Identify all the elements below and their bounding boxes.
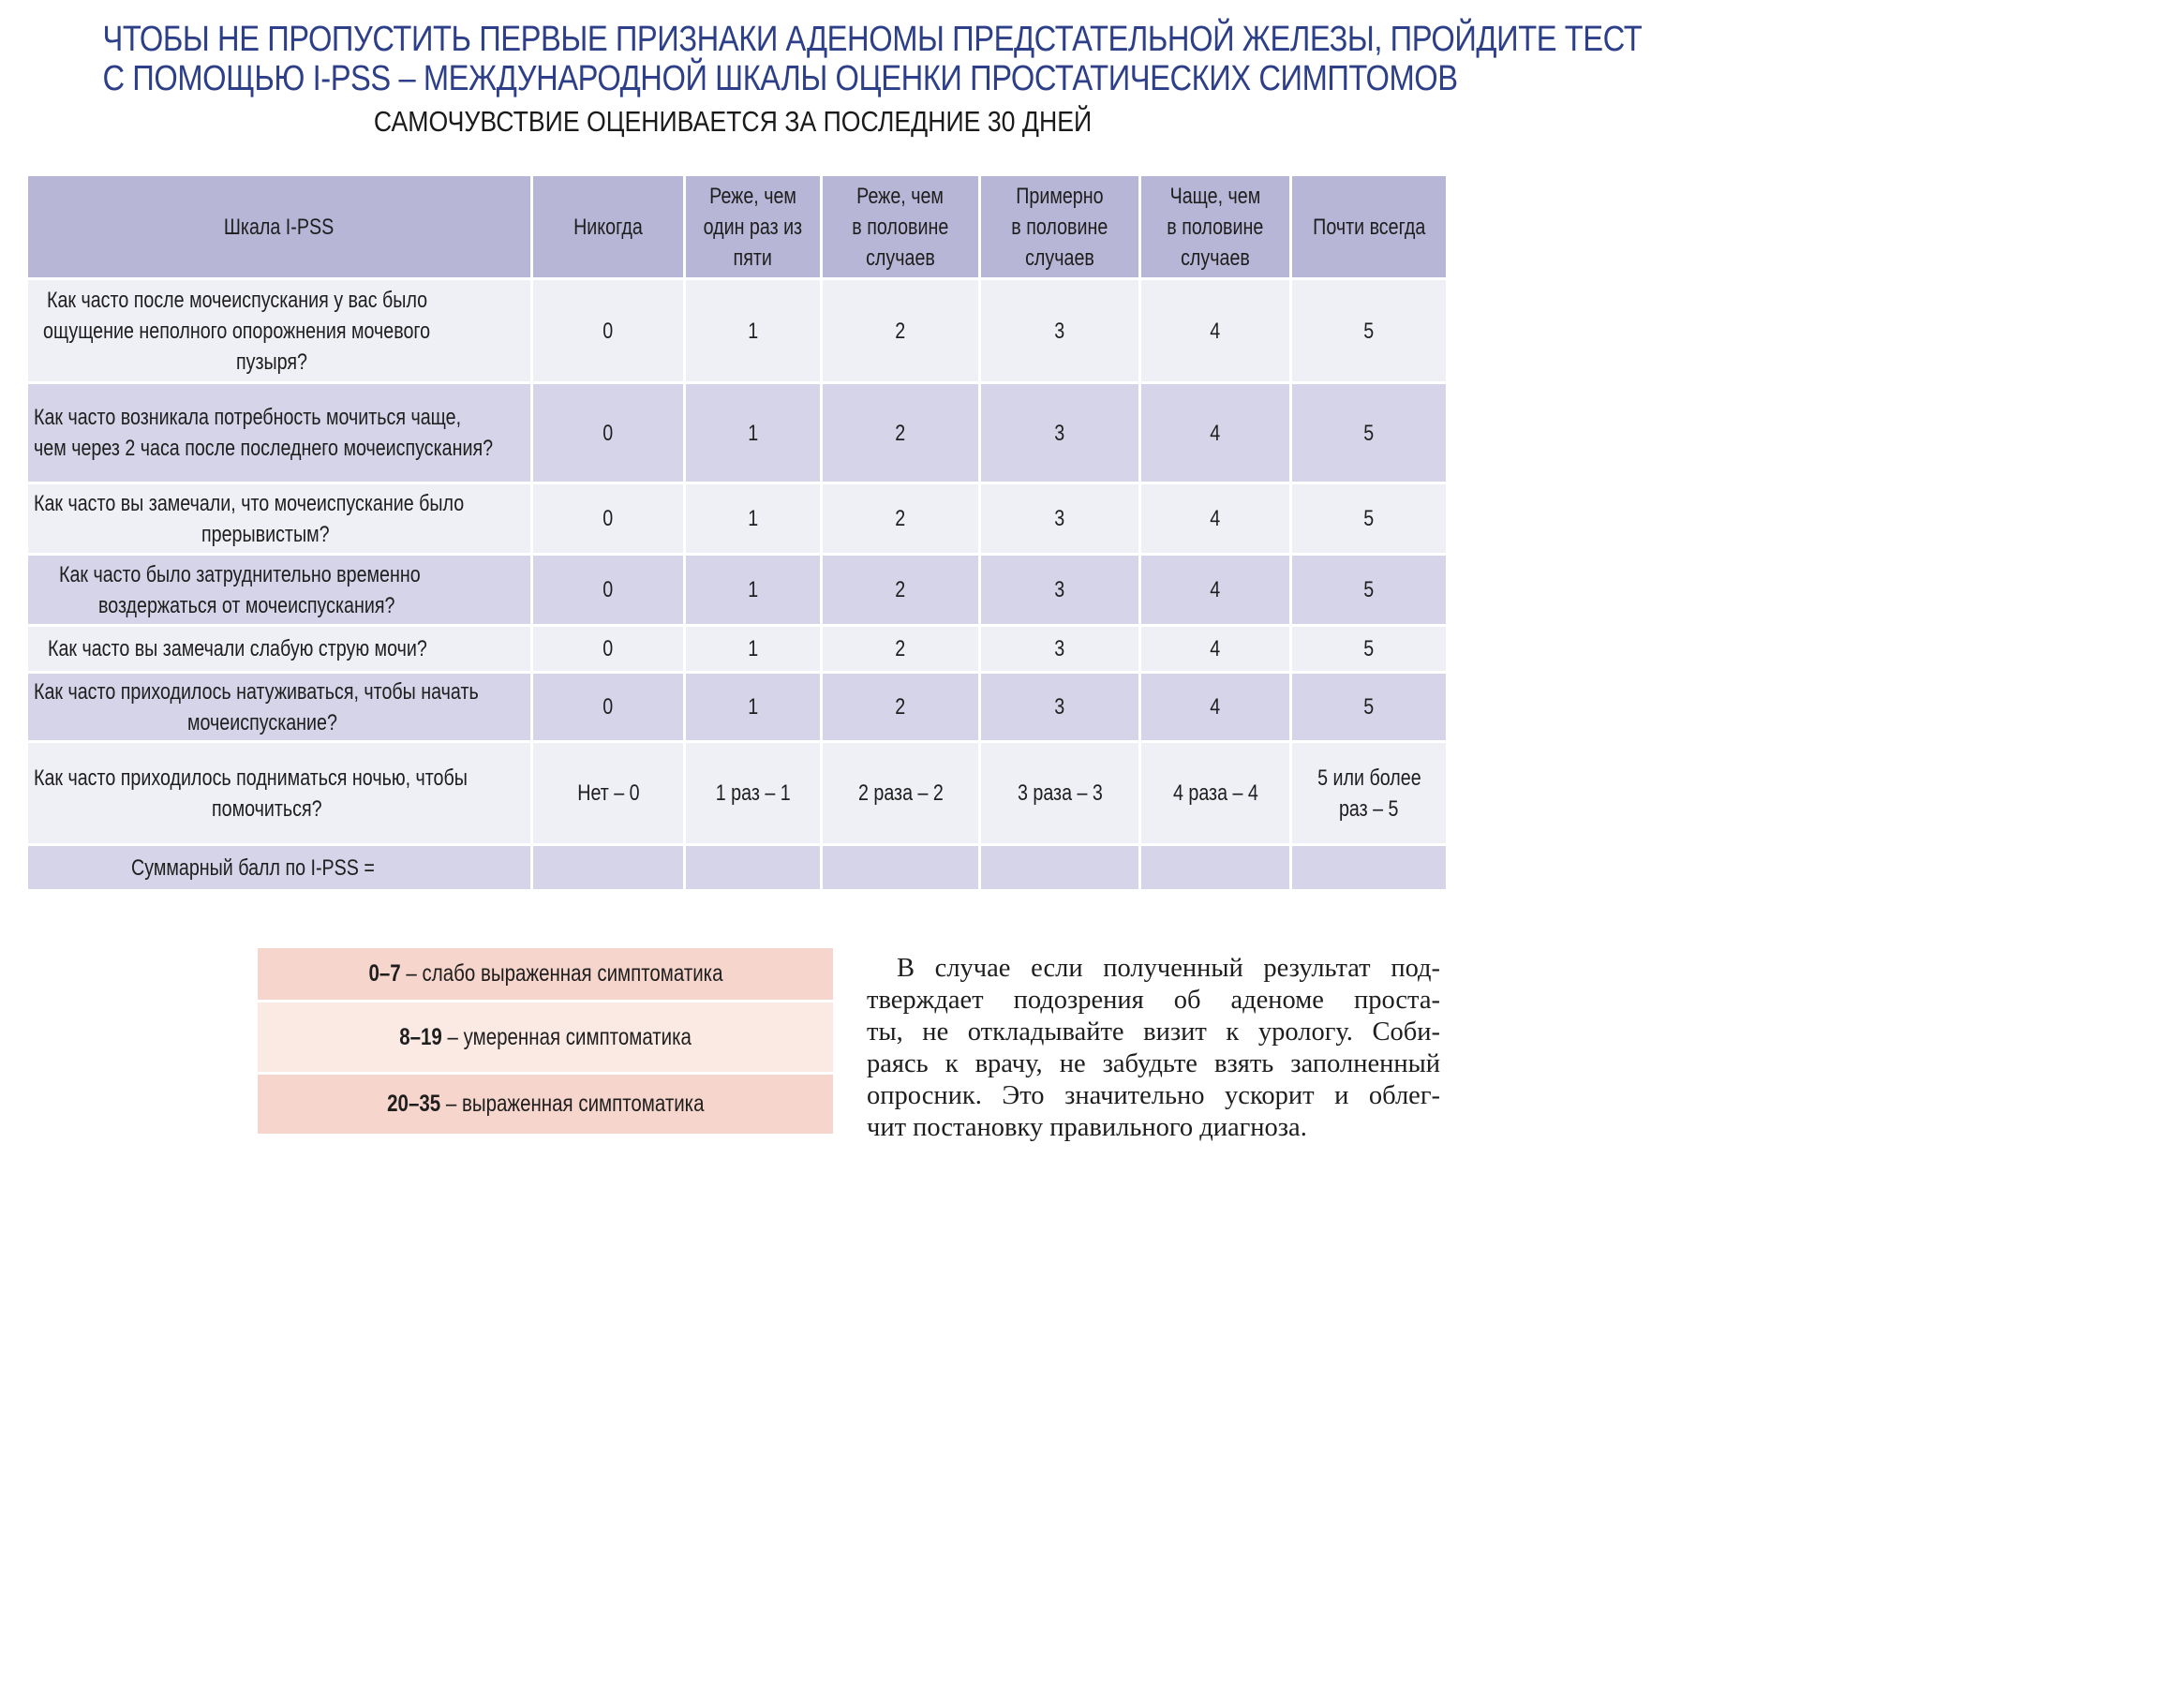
score-value: 2	[895, 577, 906, 602]
note-line: ты, не откладывайте визит к урологу. Соби-	[867, 1017, 1440, 1047]
question-cell	[28, 556, 530, 624]
score-value: 5	[1363, 694, 1375, 720]
score-cell	[1292, 484, 1446, 553]
score-cell	[1292, 627, 1446, 671]
score-cell	[686, 674, 820, 740]
score-value: 3	[1054, 577, 1065, 602]
column-header-line: Реже, чем	[856, 183, 945, 209]
score-value: 3	[1054, 636, 1065, 661]
score-value: 1	[748, 506, 758, 531]
page-title-line-2: С ПОМОЩЬЮ I-PSS – МЕЖДУНАРОДНОЙ ШКАЛЫ ОЦЕНКИ ПРОСТАТИЧЕСКИХ СИМПТОМОВ	[102, 59, 1458, 98]
column-header-line: случаев	[866, 245, 935, 271]
question-cell	[28, 280, 530, 381]
total-score-label-text: Суммарный балл по I-PSS =	[130, 854, 375, 881]
question-line: помочиться?	[212, 795, 322, 822]
score-cell	[1141, 280, 1289, 381]
score-value: 0	[602, 420, 614, 446]
score-value: раз – 5	[1339, 795, 1399, 822]
total-score-cell	[1292, 846, 1446, 889]
question-line: прерывистым?	[201, 521, 330, 547]
column-header-line: в половине	[1167, 214, 1264, 240]
column-header	[1141, 176, 1289, 277]
score-cell	[823, 384, 978, 482]
score-value: 2	[895, 318, 906, 344]
score-value: 3 раза – 3	[1017, 780, 1103, 806]
table-row	[28, 556, 1446, 624]
legend-text: – умеренная симптоматика	[441, 1023, 692, 1050]
score-value: 4	[1210, 694, 1221, 720]
score-value: 2	[895, 694, 906, 720]
score-cell	[981, 484, 1138, 553]
column-header	[533, 176, 683, 277]
score-cell	[1141, 484, 1289, 553]
score-value: 0	[602, 694, 614, 720]
column-header-line: один раз из	[703, 214, 803, 240]
total-score-cell	[823, 846, 978, 889]
table-row	[28, 674, 1446, 740]
question-line: Как часто приходилось натуживаться, чтобы начать	[34, 678, 479, 705]
score-cell	[1292, 280, 1446, 381]
score-value: 5	[1363, 636, 1375, 661]
legend-range: 8–19	[399, 1023, 442, 1050]
score-value: 1 раз – 1	[715, 780, 791, 806]
legend-text: – слабо выраженная симптоматика	[400, 960, 722, 987]
table-row	[28, 280, 1446, 381]
page-title-line-1: ЧТОБЫ НЕ ПРОПУСТИТЬ ПЕРВЫЕ ПРИЗНАКИ АДЕНОМЫ ПРЕДСТАТЕЛЬНОЙ ЖЕЛЕЗЫ, ПРОЙДИТЕ ТЕСТ	[102, 20, 1643, 59]
score-cell	[981, 743, 1138, 843]
score-cell	[823, 280, 978, 381]
score-cell	[1141, 384, 1289, 482]
score-cell	[686, 280, 820, 381]
question-cell	[28, 484, 530, 553]
score-value: 0	[602, 318, 614, 344]
column-header	[686, 176, 820, 277]
column-header	[1292, 176, 1446, 277]
question-line: Как часто вы замечали, что мочеиспускание было	[34, 490, 465, 516]
score-value: 1	[748, 318, 758, 344]
score-value: 4	[1210, 577, 1221, 602]
advice-note	[867, 953, 1440, 1144]
score-value: 5	[1363, 318, 1375, 344]
score-cell	[823, 743, 978, 843]
score-cell	[686, 743, 820, 843]
legend-item-mild	[258, 948, 833, 1000]
score-value: 3	[1054, 318, 1065, 344]
note-line: раясь к врачу, не забудьте взять заполненный	[867, 1049, 1440, 1078]
question-line: Как часто было затруднительно временно	[58, 561, 421, 587]
total-score-label	[28, 846, 530, 889]
column-header	[28, 176, 530, 277]
score-value: 4	[1210, 318, 1221, 344]
score-value: Нет – 0	[576, 780, 640, 806]
score-cell	[533, 627, 683, 671]
table-row	[28, 743, 1446, 843]
note-line: опросник. Это значительно ускорит и облег-	[867, 1081, 1440, 1110]
score-cell	[686, 627, 820, 671]
score-cell	[1141, 743, 1289, 843]
question-line: мочеиспускание?	[187, 709, 338, 735]
column-header-line: Реже, чем	[709, 183, 796, 209]
page-subtitle: САМОЧУВСТВИЕ ОЦЕНИВАЕТСЯ ЗА ПОСЛЕДНИЕ 30 ДНЕЙ	[373, 105, 1093, 138]
score-value: 1	[748, 694, 758, 720]
question-line: воздержаться от мочеиспускания?	[98, 592, 395, 618]
total-score-cell	[533, 846, 683, 889]
score-value: 5	[1363, 577, 1375, 602]
score-value: 3	[1054, 420, 1065, 446]
score-value: 3	[1054, 694, 1065, 720]
note-line: тверждает подозрения об аденоме проста-	[867, 986, 1440, 1015]
score-value: 0	[602, 577, 614, 602]
question-line: Как часто после мочеиспускания у вас было	[47, 287, 428, 313]
table-header-row	[28, 176, 1446, 277]
score-value: 4	[1210, 506, 1221, 531]
column-header-line: пяти	[733, 245, 773, 271]
question-line: чем через 2 часа после последнего мочеиспускания?	[34, 436, 494, 461]
table-row	[28, 627, 1446, 671]
score-cell	[981, 627, 1138, 671]
column-header-line: в половине	[852, 214, 949, 240]
score-cell	[1141, 556, 1289, 624]
legend-range: 0–7	[367, 960, 401, 987]
question-line: Как часто вы замечали слабую струю мочи?	[48, 636, 427, 661]
column-header-line: случаев	[1181, 245, 1250, 271]
score-cell	[981, 674, 1138, 740]
score-cell	[686, 484, 820, 553]
score-legend	[258, 948, 833, 1136]
score-value: 2	[895, 506, 906, 531]
column-header-line: Чаще, чем	[1169, 183, 1261, 209]
question-line: пузыря?	[235, 349, 307, 375]
score-cell	[981, 384, 1138, 482]
table-row	[28, 384, 1446, 482]
score-cell	[823, 556, 978, 624]
score-cell	[823, 627, 978, 671]
score-cell	[686, 556, 820, 624]
column-header	[981, 176, 1138, 277]
score-value: 4 раза – 4	[1172, 780, 1258, 806]
column-header-line: случаев	[1025, 245, 1094, 271]
total-score-cell	[1141, 846, 1289, 889]
score-cell	[1141, 627, 1289, 671]
score-value: 5	[1363, 420, 1375, 446]
column-header	[823, 176, 978, 277]
score-value: 4	[1210, 420, 1221, 446]
column-header-line: Шкала I-PSS	[224, 214, 335, 240]
score-value: 0	[602, 506, 614, 531]
total-score-cell	[686, 846, 820, 889]
score-value: 5	[1363, 506, 1375, 531]
score-value: 0	[602, 636, 614, 661]
column-header-line: Почти всегда	[1312, 214, 1426, 240]
score-cell	[823, 674, 978, 740]
score-value: 1	[748, 577, 758, 602]
note-line: чит постановку правильного диагноза.	[867, 1113, 1307, 1142]
column-header-line: в половине	[1011, 214, 1108, 240]
legend-item-moderate	[258, 1003, 833, 1072]
score-value: 4	[1210, 636, 1221, 661]
score-cell	[533, 280, 683, 381]
score-cell	[533, 674, 683, 740]
score-cell	[981, 280, 1138, 381]
score-value: 2	[895, 636, 906, 661]
score-cell	[533, 556, 683, 624]
score-value: 1	[748, 420, 758, 446]
legend-range: 20–35	[386, 1091, 440, 1117]
column-header-line: Примерно	[1016, 183, 1104, 209]
question-cell	[28, 384, 530, 482]
total-score-row	[28, 846, 1446, 889]
score-cell	[1292, 674, 1446, 740]
score-cell	[823, 484, 978, 553]
score-cell	[533, 743, 683, 843]
question-line: Как часто приходилось подниматься ночью, чтобы	[34, 765, 468, 791]
score-cell	[1292, 556, 1446, 624]
table-row	[28, 484, 1446, 553]
score-cell	[1141, 674, 1289, 740]
question-cell	[28, 743, 530, 843]
score-value: 2	[895, 420, 906, 446]
question-line: Как часто возникала потребность мочиться чаще,	[34, 405, 462, 430]
ipss-table	[25, 173, 1449, 892]
score-cell	[533, 384, 683, 482]
note-line: В случае если полученный результат под-	[897, 954, 1440, 983]
score-cell	[1292, 384, 1446, 482]
legend-text: – выраженная симптоматика	[439, 1091, 705, 1117]
score-value: 2 раза – 2	[857, 780, 944, 806]
question-cell	[28, 674, 530, 740]
total-score-cell	[981, 846, 1138, 889]
legend-item-severe	[258, 1075, 833, 1134]
question-line: ощущение неполного опорожнения мочевого	[43, 318, 431, 344]
score-cell	[686, 384, 820, 482]
score-value: 3	[1054, 506, 1065, 531]
question-cell	[28, 627, 530, 671]
column-header-line: Никогда	[573, 214, 643, 240]
score-value: 5 или более	[1317, 765, 1421, 791]
score-cell	[981, 556, 1138, 624]
score-cell	[1292, 743, 1446, 843]
score-cell	[533, 484, 683, 553]
score-value: 1	[748, 636, 758, 661]
